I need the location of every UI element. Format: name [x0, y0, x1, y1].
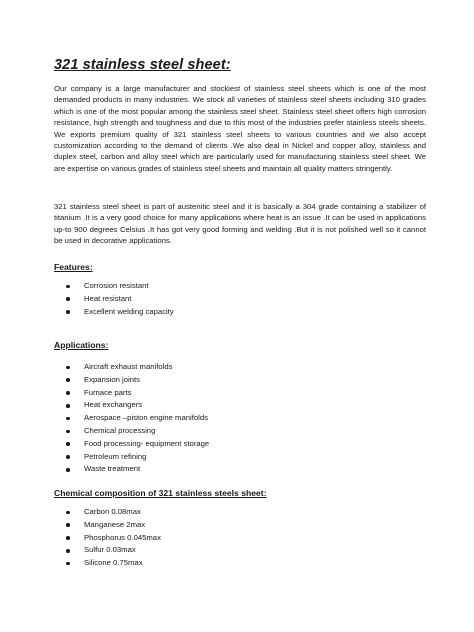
intro-paragraph: Our company is a large manufacturer and stockiest of stainless steel sheets which is one of the most demanded products in many industries. We stock all varieties of stainless steel sheets including 310 grades which is one of the most popular among the stainless steel sheet. Stainless steel sheet offers high corrosion resistance, high strength and toughness and due to this most of the industries prefer stainless steels sheets. We exports premium quality of 321 stainless steel sheets to various countries and we also accept customization according to the demand of clients .We also deal in Nickel and copper alloy, stainless and duplex steel, carbon and alloy steel which are particularly used for manufacturing stainless steel sheet. We are expertise on various grades of stainless steel sheets and maintain all quality matters stringently.	[54, 84, 426, 173]
bullet-icon	[66, 536, 70, 540]
bullet-icon	[66, 442, 70, 446]
list-item	[66, 463, 209, 476]
list-item-text: Furnace parts	[84, 387, 132, 397]
list-item-text: Excellent welding capacity	[84, 306, 174, 316]
list-item-text: Phosphorus 0.045max	[84, 532, 161, 542]
list-item-text: Aerospace –piston engine manifolds	[84, 413, 208, 423]
list-item-text: Petroleum refining	[84, 451, 147, 461]
bullet-icon	[66, 562, 70, 566]
list-item	[66, 425, 209, 438]
chemical-composition-list	[66, 506, 161, 570]
list-item-text: Corrosion resistant	[84, 281, 149, 290]
bullet-icon	[66, 468, 70, 472]
chemical-composition-heading: Chemical composition of 321 stainless steels sheet:	[54, 488, 267, 498]
list-item-text: Heat exchangers	[84, 400, 143, 410]
list-item	[66, 544, 161, 557]
list-item-text: Food processing- equipment storage	[84, 438, 210, 448]
features-heading: Features:	[54, 262, 93, 272]
list-item	[66, 451, 209, 464]
bullet-icon	[66, 455, 70, 459]
list-item-text: Manganese 2max	[84, 519, 146, 529]
bullet-icon	[66, 511, 70, 515]
bullet-icon	[66, 285, 70, 289]
list-item-text: Carbon 0.08max	[84, 507, 141, 516]
bullet-icon	[66, 523, 70, 527]
list-item	[66, 438, 209, 451]
bullet-icon	[66, 297, 70, 301]
list-item	[66, 374, 209, 387]
list-item-text: Silicone 0.75max	[84, 558, 143, 568]
list-item-text: Aircraft exhaust manifolds	[84, 362, 173, 371]
list-item-text: Expansion joints	[84, 374, 140, 384]
bullet-icon	[66, 549, 70, 553]
bullet-icon	[66, 310, 70, 314]
applications-heading: Applications:	[54, 340, 109, 350]
bullet-icon	[66, 366, 70, 370]
bullet-icon	[66, 430, 70, 434]
list-item	[66, 399, 209, 412]
bullet-icon	[66, 391, 70, 395]
list-item-text: Waste treatment	[84, 464, 141, 474]
list-item	[66, 506, 161, 519]
applications-list	[66, 361, 209, 476]
features-list	[66, 280, 174, 318]
document-title: 321 stainless steel sheet:	[54, 57, 231, 73]
description-paragraph: 321 stainless steel sheet is part of austenitic steel and it is basically a 304 grade containing a stabilizer of titanium .It is a very good choice for many applications where heat is an issue .It can be used in applications up-to 900 degrees Celsius .It has got very good forming and welding .But it is not polished well so it cannot be used in decorative applications.	[54, 202, 426, 246]
list-item-text: Sulfur 0.03max	[84, 545, 136, 555]
list-item	[66, 557, 161, 570]
list-item-text: Chemical processing	[84, 425, 156, 435]
list-item	[66, 412, 209, 425]
list-item-text: Heat resistant	[84, 293, 132, 303]
list-item	[66, 519, 161, 532]
bullet-icon	[66, 378, 70, 382]
list-item	[66, 293, 174, 306]
list-item	[66, 387, 209, 400]
list-item	[66, 532, 161, 545]
list-item	[66, 280, 174, 293]
bullet-icon	[66, 417, 70, 421]
list-item	[66, 306, 174, 319]
list-item	[66, 361, 209, 374]
bullet-icon	[66, 404, 70, 408]
